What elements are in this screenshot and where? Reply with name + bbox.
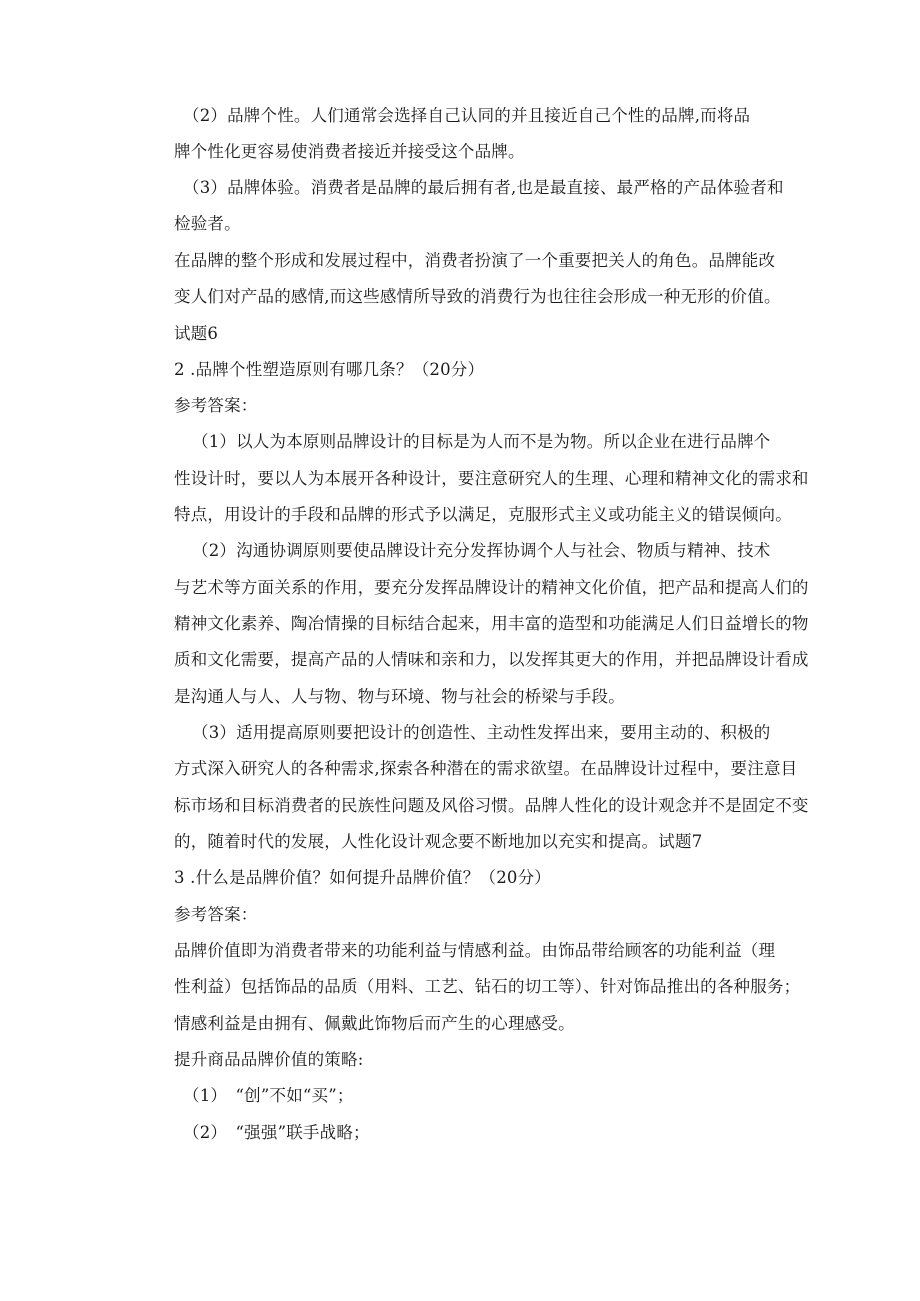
text-line: 的，随着时代的发展，人性化设计观念要不断地加以充实和提高。试题7 <box>174 832 703 851</box>
question-title: 2 .品牌个性塑造原则有哪几条？（20分） <box>174 360 485 379</box>
text-line: 检验者。 <box>174 214 241 233</box>
text-line: 情感利益是由拥有、佩戴此饰物后而产生的心理感受。 <box>174 1014 575 1033</box>
text-line: 性利益）包括饰品的品质（用料、工艺、钻石的切工等）、针对饰品推出的各种服务； <box>174 977 801 996</box>
text-line: 变人们对产品的感情,而这些感情所导致的消费行为也往往会形成一种无形的价值。 <box>174 287 781 306</box>
question-heading: 试题6 <box>174 324 219 343</box>
text-line: （2）品牌个性。人们通常会选择自己认同的并且接近自己个性的品牌,而将品 <box>183 106 751 125</box>
text-line: （1）以人为本原则品牌设计的目标是为人而不是为物。所以企业在进行品牌个 <box>192 432 771 451</box>
text-line: （3）品牌体验。消费者是品牌的最后拥有者,也是最直接、最严格的产品体验者和 <box>183 178 784 197</box>
list-item: （2） “强强”联手战略； <box>183 1123 370 1142</box>
question-title: 3 .什么是品牌价值？如何提升品牌价值？（20分） <box>174 868 551 887</box>
text-line: 与艺术等方面关系的作用，要充分发挥品牌设计的精神文化价值，把产品和提高人们的 <box>174 578 809 597</box>
list-item: （1） “创”不如“买”； <box>183 1086 354 1105</box>
text-line: 质和文化需要，提高产品的人情味和亲和力，以发挥其更大的作用，并把品牌设计看成 <box>174 650 809 669</box>
text-line: （3）适用提高原则要把设计的创造性、主动性发挥出来，要用主动的、积极的 <box>192 723 771 742</box>
text-line: 标市场和目标消费者的民族性问题及风俗习惯。品牌人性化的设计观念并不是固定不变 <box>174 796 809 815</box>
text-line: 牌个性化更容易使消费者接近并接受这个品牌。 <box>174 142 525 161</box>
text-line: （2）沟通协调原则要使品牌设计充分发挥协调个人与社会、物质与精神、技术 <box>192 541 771 560</box>
text-line: 特点，用设计的手段和品牌的形式予以满足，克服形式主义或功能主义的错误倾向。 <box>174 505 792 524</box>
answer-label: 参考答案： <box>174 396 258 415</box>
text-line: 方式深入研究人的各种需求,探索各种潜在的需求欲望。在品牌设计过程中，要注意目 <box>174 759 798 778</box>
text-line: 在品牌的整个形成和发展过程中，消费者扮演了一个重要把关人的角色。品牌能改 <box>174 251 776 270</box>
text-line: 是沟通人与人、人与物、物与环境、物与社会的桥梁与手段。 <box>174 687 625 706</box>
text-line: 性设计时，要以人为本展开各种设计，要注意研究人的生理、心理和精神文化的需求和 <box>174 469 809 488</box>
text-line: 提升商品品牌价值的策略: <box>174 1050 364 1069</box>
answer-label: 参考答案： <box>174 905 258 924</box>
text-line: 精神文化素养、陶冶情操的目标结合起来，用丰富的造型和功能满足人们日益增长的物 <box>174 614 809 633</box>
text-line: 品牌价值即为消费者带来的功能利益与情感利益。由饰品带给顾客的功能利益（理 <box>174 941 776 960</box>
